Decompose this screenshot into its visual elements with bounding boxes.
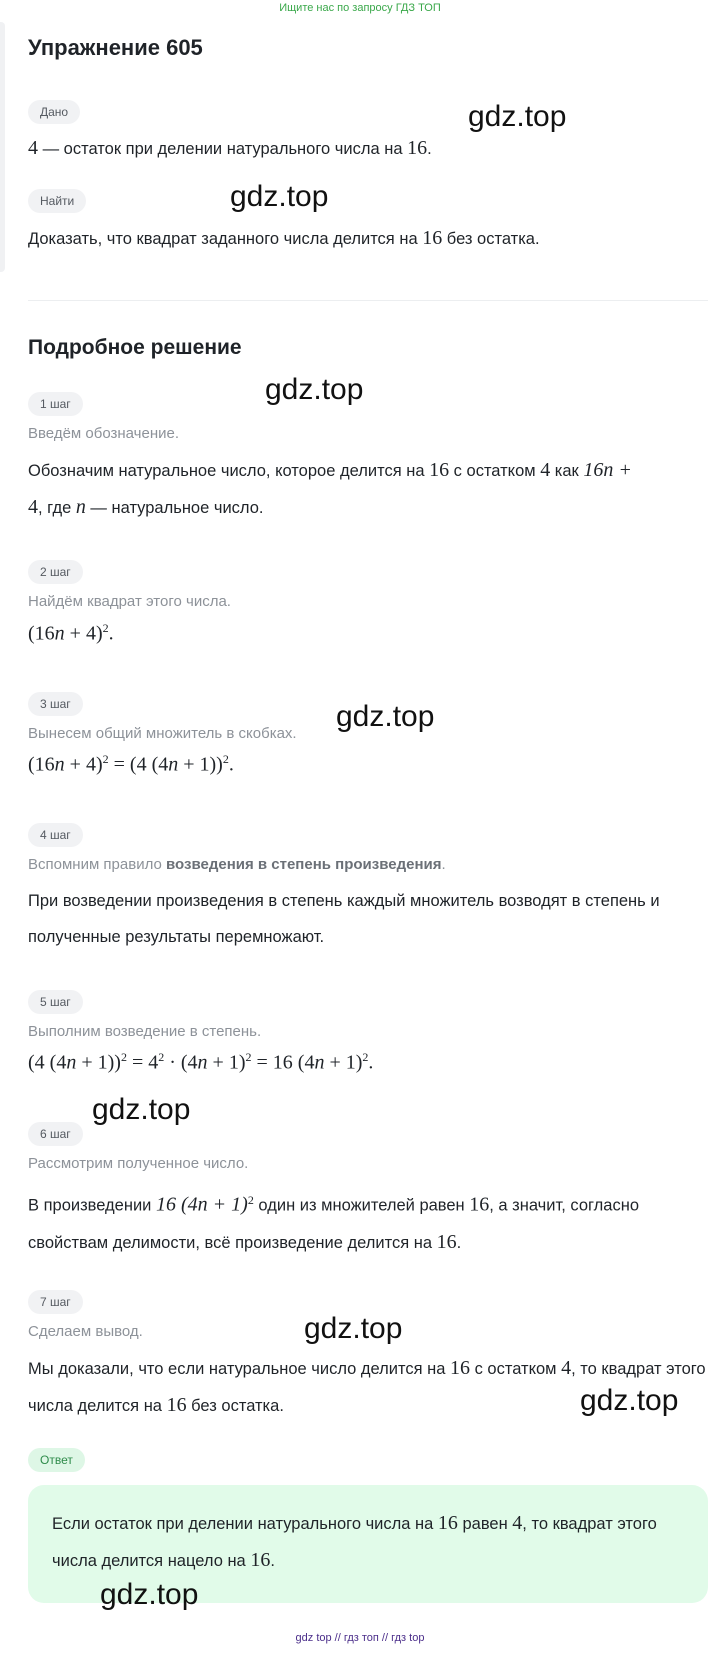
footer-links[interactable]: gdz top // гдз топ // гдз top [295,1632,425,1644]
step4-text: При возведении произведения в степень каждый множитель возводят в степень и полученные результаты перемножают. [28,892,660,946]
step-chip: 3 шаг [28,692,83,716]
watermark: gdz.top [336,700,435,733]
step-chip: 1 шаг [28,392,83,416]
step7-text: Мы доказали, что если натуральное число делится на 16 с остатком 4, то квадрат этого числа делится на 16 без остатка. [28,1357,706,1416]
watermark: gdz.top [92,1093,191,1126]
step-hint: Найдём квадрат этого числа. [28,593,231,610]
step5-formula: (4 $(4n + 1))^2 = 4^2 \cdot (4n + 1)^2 = 16$ $(4n + 1)^2$. [28,1050,374,1074]
step-chip: 5 шаг [28,990,83,1014]
step-hint: Вспомним правило возведения в степень произведения. [28,856,446,873]
step2-formula: $(16n + 4)^2$. [28,621,114,645]
step-hint: Рассмотрим полученное число. [28,1155,249,1172]
step-chip: 4 шаг [28,823,83,847]
step6-text: В произведении 16 $(4n + 1)^2$ один из множителей равен 16, а значит, согласно свойствам делимости, всё произведение делится на 16. [28,1193,639,1253]
step-hint: Вынесем общий множитель в скобках. [28,725,297,742]
given-chip: Дано [28,100,80,124]
given-text: 4 — остаток при делении натурального числа на 16. [28,137,432,159]
watermark: gdz.top [304,1312,403,1345]
step-chip: 2 шаг [28,560,83,584]
left-accent-bar [0,22,5,272]
find-text: Доказать, что квадрат заданного числа делится на 16 без остатка. [28,227,540,249]
step-chip: 7 шаг [28,1290,83,1314]
watermark: gdz.top [468,100,567,133]
watermark: gdz.top [580,1384,679,1417]
step1-text: Обозначим натуральное число, которое делится на 16 с остатком 4 как 16n + 4, где n — натуральное число. [28,459,632,518]
step-hint: Сделаем вывод. [28,1323,143,1340]
watermark: gdz.top [230,180,329,213]
step-hint: Выполним возведение в степень. [28,1023,262,1040]
answer-text: Если остаток при делении натурального числа на 16 равен 4, то квадрат этого числа делится нацело на 16. [52,1512,657,1571]
answer-chip: Ответ [28,1448,85,1472]
top-banner[interactable]: Ищите нас по запросу ГДЗ ТОП [279,2,441,14]
step-hint: Введём обозначение. [28,425,180,442]
section-divider [28,300,708,301]
solution-title: Подробное решение [28,336,242,359]
watermark: gdz.top [265,373,364,406]
watermark: gdz.top [100,1578,199,1611]
page-title: Упражнение 605 [28,35,203,60]
step3-formula: $(16n + 4)^2 = (4$ (4n + 1))$^2$. [28,752,234,776]
step-chip: 6 шаг [28,1122,83,1146]
find-chip: Найти [28,189,86,213]
